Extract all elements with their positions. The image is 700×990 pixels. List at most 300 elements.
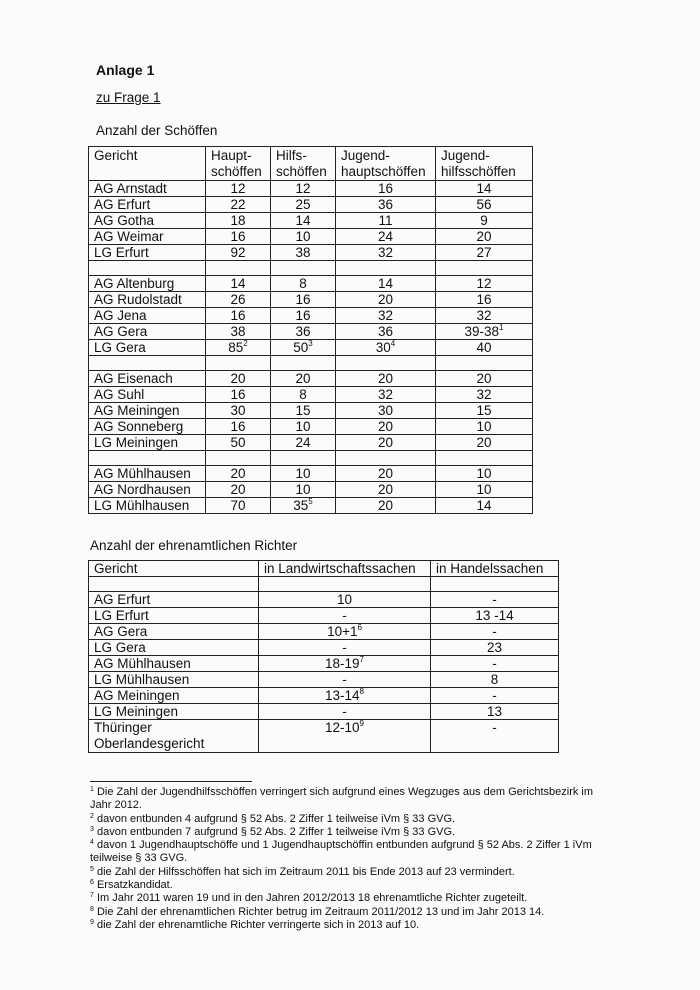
cell-value: 40 [476, 340, 492, 355]
value-cell [336, 308, 436, 324]
cell-value: 8 [490, 672, 499, 687]
value-cell [431, 704, 559, 720]
cell-value: - [342, 704, 347, 719]
court-name: LG Meiningen [89, 704, 259, 720]
value-cell [336, 340, 436, 356]
honorary-judges-table [88, 560, 559, 753]
cell-value: 25 [295, 197, 311, 212]
cell-value: 20 [377, 482, 394, 497]
footnote-text: die Zahl der Hilfsschöffen hat sich im Zeitraum 2011 bis Ende 2013 auf 23 vermindert. [96, 865, 515, 878]
value-cell [271, 498, 336, 514]
value-cell [206, 419, 271, 435]
court-name: AG Mühlhausen [89, 466, 206, 482]
footnote-marker: 7 [359, 655, 364, 664]
spacer-row [89, 356, 533, 371]
empty-cell [336, 356, 436, 371]
cell-value: 32 [377, 387, 394, 402]
value-cell [206, 371, 271, 387]
footnote-number: 6 [90, 879, 94, 887]
page-title: Anlage 1 [96, 62, 155, 78]
cell-value: 26 [230, 292, 246, 307]
cell-value: 38 [230, 324, 246, 339]
cell-value: 20 [377, 466, 394, 481]
value-cell [206, 498, 271, 514]
cell-value: 56 [476, 197, 492, 212]
empty-cell [89, 451, 206, 466]
value-cell [436, 387, 533, 403]
cell-value: - [492, 592, 497, 607]
cell-value: 13 -14 [475, 608, 514, 623]
cell-value: 38 [295, 245, 311, 260]
value-cell [271, 435, 336, 451]
cell-value: - [492, 656, 497, 671]
cell-value: 70 [230, 498, 246, 513]
cell-value: 12 [295, 181, 311, 196]
cell-value: 50 [230, 435, 246, 450]
value-cell [336, 197, 436, 213]
value-cell [206, 482, 271, 498]
table-row [89, 308, 533, 324]
cell-value: 11 [378, 213, 393, 228]
value-cell [436, 466, 533, 482]
cell-value: 10 [295, 482, 311, 497]
table-row [89, 387, 533, 403]
cell-value: 14 [295, 213, 311, 228]
value-cell [431, 608, 559, 624]
value-cell [436, 482, 533, 498]
cell-value: 10 [295, 229, 311, 244]
value-cell [431, 640, 559, 656]
footnotes [90, 786, 610, 932]
court-name: AG Eisenach [89, 371, 206, 387]
cell-value: 14 [230, 276, 246, 291]
table-row [89, 704, 559, 720]
empty-cell [436, 451, 533, 466]
court-name: AG Mühlhausen [89, 656, 259, 672]
footnote [90, 839, 610, 866]
table-row [89, 403, 533, 419]
court-name: AG Sonneberg [89, 419, 206, 435]
cell-value: 12 [230, 181, 246, 196]
cell-value: 12-10 [325, 720, 360, 735]
value-cell [206, 435, 271, 451]
value-cell [206, 324, 271, 340]
court-name: AG Arnstadt [89, 181, 206, 197]
table-row [89, 640, 559, 656]
value-cell [336, 229, 436, 245]
footnote-marker: 8 [359, 687, 364, 696]
value-cell [431, 624, 559, 640]
value-cell [271, 340, 336, 356]
table-row [89, 466, 533, 482]
cell-value: 12 [476, 276, 492, 291]
empty-cell [89, 261, 206, 276]
cell-value: 16 [230, 229, 246, 244]
court-name: AG Jena [89, 308, 206, 324]
value-cell [436, 324, 533, 340]
footnote-marker: 1 [499, 323, 504, 332]
footnote-marker: 9 [359, 719, 364, 728]
value-cell [336, 292, 436, 308]
value-cell [259, 608, 431, 624]
cell-value: 36 [295, 324, 311, 339]
empty-cell [436, 356, 533, 371]
court-name: AG Meiningen [89, 688, 259, 704]
court-name: AG Weimar [89, 229, 206, 245]
empty-cell [89, 577, 259, 592]
empty-cell [259, 577, 431, 592]
footnote [90, 813, 610, 826]
value-cell [206, 292, 271, 308]
value-cell [336, 419, 436, 435]
cell-value: 30 [230, 403, 246, 418]
value-cell [271, 371, 336, 387]
value-cell [206, 403, 271, 419]
empty-cell [89, 356, 206, 371]
table-row [89, 672, 559, 688]
footnote-number: 7 [90, 892, 94, 900]
court-name: AG Erfurt [89, 197, 206, 213]
cell-value: 20 [476, 371, 492, 386]
cell-value: 20 [476, 229, 492, 244]
value-cell [259, 624, 431, 640]
cell-value: 8 [299, 276, 307, 291]
column-header: in Landwirtschaftssachen [259, 561, 431, 577]
value-cell [336, 276, 436, 292]
empty-cell [206, 356, 271, 371]
cell-value: 20 [377, 292, 394, 307]
value-cell [259, 672, 431, 688]
cell-value: - [492, 688, 497, 703]
empty-cell [206, 451, 271, 466]
empty-cell [431, 577, 559, 592]
value-cell [259, 720, 431, 753]
cell-value: 9 [480, 213, 488, 228]
value-cell [336, 403, 436, 419]
court-name: AG Gera [89, 624, 259, 640]
cell-value: 32 [476, 308, 492, 323]
spacer-row [89, 451, 533, 466]
value-cell [271, 419, 336, 435]
cell-value: 20 [295, 371, 311, 386]
court-name: LG Gera [89, 640, 259, 656]
footnote [90, 892, 610, 905]
footnote-text: davon 1 Jugendhauptschöffe und 1 Jugendhauptschöffin entbunden aufgrund § 52 Abs. 2 Ziffer 1 iVm teilweise § 33 GVG. [90, 839, 592, 865]
footnote-divider [90, 781, 252, 782]
cell-value: 16 [230, 387, 246, 402]
court-name: AG Rudolstadt [89, 292, 206, 308]
value-cell [336, 181, 436, 197]
cell-value: - [492, 624, 497, 639]
footnote [90, 906, 610, 919]
value-cell [206, 387, 271, 403]
value-cell [259, 592, 431, 608]
cell-value: 16 [230, 419, 246, 434]
cell-value: - [342, 640, 347, 655]
table-row [89, 371, 533, 387]
empty-cell [271, 356, 336, 371]
cell-value: 32 [377, 308, 394, 323]
value-cell [436, 213, 533, 229]
court-name: LG Erfurt [89, 245, 206, 261]
value-cell [206, 308, 271, 324]
value-cell [336, 466, 436, 482]
footnote-marker: 6 [357, 623, 362, 632]
footnote-number: 1 [90, 786, 94, 793]
value-cell [259, 688, 431, 704]
footnote-marker: 3 [308, 339, 313, 348]
cell-value: 32 [476, 387, 492, 402]
cell-value: 16 [295, 292, 311, 307]
cell-value: 14 [476, 498, 492, 513]
cell-value: 92 [230, 245, 246, 260]
value-cell [271, 387, 336, 403]
value-cell [436, 308, 533, 324]
cell-value: - [342, 608, 347, 623]
cell-value: 50 [293, 340, 309, 355]
table-row [89, 656, 559, 672]
table-row [89, 213, 533, 229]
value-cell [436, 292, 533, 308]
cell-value: 20 [230, 466, 246, 481]
cell-value: 22 [230, 197, 246, 212]
value-cell [206, 181, 271, 197]
value-cell [259, 704, 431, 720]
table-header-row [89, 561, 559, 577]
value-cell [271, 197, 336, 213]
court-name: AG Nordhausen [89, 482, 206, 498]
court-name: LG Gera [89, 340, 206, 356]
cell-value: 85 [228, 340, 244, 355]
value-cell [336, 498, 436, 514]
column-header: Haupt-schöffen [206, 147, 271, 181]
table-row [89, 245, 533, 261]
cell-value: 10 [476, 482, 492, 497]
value-cell [431, 720, 559, 753]
court-name: AG Erfurt [89, 592, 259, 608]
cell-value: 14 [476, 181, 492, 196]
cell-value: 18-19 [325, 656, 360, 671]
value-cell [271, 482, 336, 498]
footnote-text: Die Zahl der ehrenamtlichen Richter betrug im Zeitraum 2011/2012 13 und im Jahr 2013 14. [96, 905, 545, 918]
cell-value: 20 [377, 419, 394, 434]
cell-value: 30 [377, 403, 394, 418]
table-row [89, 340, 533, 356]
value-cell [431, 688, 559, 704]
cell-value: 30 [375, 340, 391, 355]
cell-value: 24 [295, 435, 311, 450]
value-cell [436, 498, 533, 514]
cell-value: 10 [295, 419, 311, 434]
cell-value: 39-38 [464, 324, 500, 339]
cell-value: - [492, 720, 497, 735]
cell-value: 8 [299, 387, 307, 402]
spacer-row [89, 261, 533, 276]
court-name: Thüringer Oberlandesgericht [89, 720, 259, 753]
value-cell [336, 324, 436, 340]
cell-value: 20 [377, 435, 394, 450]
cell-value: 16 [377, 181, 394, 196]
cell-value: 16 [476, 292, 492, 307]
value-cell [436, 435, 533, 451]
table-row [89, 229, 533, 245]
table-row [89, 197, 533, 213]
lay-judges-table [88, 146, 533, 514]
spacer-row [89, 577, 559, 592]
footnote-text: davon entbunden 4 aufgrund § 52 Abs. 2 Ziffer 1 teilweise iVm § 33 GVG. [96, 812, 456, 825]
table-row [89, 592, 559, 608]
empty-cell [206, 261, 271, 276]
value-cell [431, 656, 559, 672]
value-cell [436, 340, 533, 356]
cell-value: 35 [293, 498, 309, 513]
footnote-number: 5 [90, 865, 94, 873]
column-header: Gericht [89, 561, 259, 577]
value-cell [271, 181, 336, 197]
footnote-marker: 2 [243, 339, 248, 348]
footnote-number: 2 [90, 812, 94, 820]
cell-value: 10+1 [327, 624, 358, 639]
empty-cell [336, 451, 436, 466]
column-header: Hilfs-schöffen [271, 147, 336, 181]
value-cell [336, 387, 436, 403]
cell-value: 10 [476, 466, 492, 481]
footnote-number: 8 [90, 905, 94, 913]
column-header: in Handelssachen [431, 561, 559, 577]
value-cell [271, 245, 336, 261]
value-cell [271, 403, 336, 419]
cell-value: 18 [230, 213, 246, 228]
footnote-text: Die Zahl der Jugendhilfsschöffen verringert sich aufgrund eines Wegzuges aus dem Gerichtsbezirk im Jahr 2012. [90, 786, 594, 812]
footnote-number: 9 [90, 918, 94, 926]
cell-value: 36 [377, 197, 394, 212]
footnote-text: davon entbunden 7 aufgrund § 52 Abs. 2 Ziffer 1 teilweise iVm § 33 GVG. [96, 825, 456, 838]
table-header-row [89, 147, 533, 181]
table-row [89, 720, 559, 753]
value-cell [336, 435, 436, 451]
cell-value: 20 [377, 498, 394, 513]
value-cell [206, 340, 271, 356]
value-cell [271, 324, 336, 340]
court-name: LG Meiningen [89, 435, 206, 451]
cell-value: 13-14 [325, 688, 360, 703]
footnote [90, 879, 610, 892]
court-name: LG Mühlhausen [89, 672, 259, 688]
footnote [90, 786, 610, 813]
cell-value: 20 [377, 371, 394, 386]
value-cell [206, 466, 271, 482]
cell-value: 10 [295, 466, 311, 481]
value-cell [436, 276, 533, 292]
cell-value: 13 [486, 704, 503, 719]
value-cell [436, 419, 533, 435]
footnote-number: 3 [90, 825, 94, 833]
value-cell [431, 672, 559, 688]
table-row [89, 498, 533, 514]
footnote-text: Im Jahr 2011 waren 19 und in den Jahren 2012/2013 18 ehrenamtliche Richter zugeteilt. [96, 892, 528, 905]
footnote-text: die Zahl der ehrenamtliche Richter verringerte sich in 2013 auf 10. [96, 918, 420, 931]
table-row [89, 324, 533, 340]
cell-value: 10 [336, 592, 353, 607]
court-name: AG Altenburg [89, 276, 206, 292]
empty-cell [271, 261, 336, 276]
value-cell [436, 229, 533, 245]
court-name: LG Mühlhausen [89, 498, 206, 514]
value-cell [436, 181, 533, 197]
value-cell [271, 213, 336, 229]
cell-value: 14 [377, 276, 394, 291]
value-cell [206, 276, 271, 292]
value-cell [431, 592, 559, 608]
value-cell [436, 245, 533, 261]
column-header: Gericht [89, 147, 206, 181]
footnote [90, 866, 610, 879]
column-header: Jugend-hauptschöffen [336, 147, 436, 181]
table-row [89, 292, 533, 308]
lay-judges-table-caption: Anzahl der Schöffen [96, 123, 218, 138]
value-cell [436, 197, 533, 213]
value-cell [271, 292, 336, 308]
value-cell [206, 197, 271, 213]
empty-cell [271, 451, 336, 466]
value-cell [206, 229, 271, 245]
table-row [89, 435, 533, 451]
value-cell [336, 213, 436, 229]
cell-value: 23 [486, 640, 503, 655]
cell-value: 16 [295, 308, 311, 323]
table-row [89, 624, 559, 640]
table-row [89, 482, 533, 498]
value-cell [206, 245, 271, 261]
footnote-text: Ersatzkandidat. [96, 879, 173, 892]
value-cell [336, 245, 436, 261]
cell-value: 32 [377, 245, 394, 260]
cell-value: 15 [476, 403, 492, 418]
value-cell [271, 229, 336, 245]
cell-value: 36 [377, 324, 394, 339]
table-row [89, 419, 533, 435]
table-row [89, 608, 559, 624]
value-cell [436, 371, 533, 387]
value-cell [436, 403, 533, 419]
table-row [89, 181, 533, 197]
empty-cell [436, 261, 533, 276]
cell-value: 15 [295, 403, 311, 418]
court-name: AG Meiningen [89, 403, 206, 419]
court-name: AG Gera [89, 324, 206, 340]
value-cell [206, 213, 271, 229]
honorary-judges-table-caption: Anzahl der ehrenamtlichen Richter [90, 538, 298, 553]
cell-value: 20 [230, 371, 246, 386]
empty-cell [336, 261, 436, 276]
cell-value: 10 [476, 419, 492, 434]
value-cell [271, 466, 336, 482]
value-cell [271, 276, 336, 292]
footnote-marker: 4 [390, 339, 396, 348]
footnote-marker: 5 [308, 497, 313, 506]
cell-value: 16 [230, 308, 246, 323]
court-name: AG Suhl [89, 387, 206, 403]
value-cell [336, 371, 436, 387]
cell-value: 20 [476, 435, 492, 450]
value-cell [259, 656, 431, 672]
value-cell [271, 308, 336, 324]
footnote-number: 4 [90, 839, 94, 847]
value-cell [336, 482, 436, 498]
court-name: LG Erfurt [89, 608, 259, 624]
table-row [89, 276, 533, 292]
cell-value: 27 [476, 245, 492, 260]
